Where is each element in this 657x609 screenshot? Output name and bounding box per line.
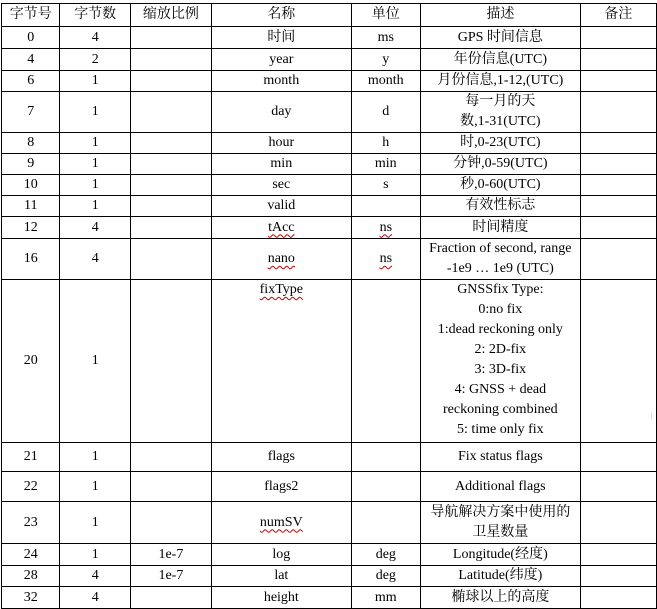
offset-text: 0 <box>27 29 35 45</box>
offset-text: 6 <box>27 73 35 88</box>
cell-desc <box>420 196 580 217</box>
name-text: hour <box>268 135 295 150</box>
cell-scale <box>130 196 211 217</box>
cell-scale <box>130 27 211 49</box>
cell-name <box>211 196 351 217</box>
unit-text: y <box>382 51 390 67</box>
cell-note <box>580 566 656 587</box>
size-text: 1 <box>91 104 99 119</box>
desc-line: Longitude(经度) <box>452 546 548 562</box>
offset-text: 10 <box>23 177 38 192</box>
cell-desc <box>420 27 580 49</box>
cell-name <box>211 280 351 443</box>
cell-scale <box>130 49 211 71</box>
offset-text: 28 <box>23 568 38 583</box>
name-text: min <box>270 156 293 171</box>
cell-name <box>211 27 351 49</box>
offset-text: 32 <box>23 589 38 605</box>
cell-unit <box>351 544 420 566</box>
cell-scale <box>130 133 211 154</box>
header-unit: 单位 <box>351 4 420 27</box>
cell-size <box>60 443 131 472</box>
cell-unit <box>351 154 420 175</box>
size-text: 4 <box>91 589 99 605</box>
size-text: 1 <box>91 514 99 530</box>
desc-line: 0:no fix <box>478 302 523 317</box>
desc-line: 数,1-31(UTC) <box>460 114 541 129</box>
cell-note <box>580 71 656 92</box>
cell-offset <box>2 239 60 280</box>
cell-note <box>580 217 656 239</box>
edge-marker: ⁝ <box>650 412 653 421</box>
table-row <box>2 239 657 280</box>
cell-scale <box>130 544 211 566</box>
offset-text: 23 <box>23 514 38 530</box>
cell-note <box>580 49 656 71</box>
offset-text: 20 <box>23 353 38 368</box>
size-text: 1 <box>91 135 99 150</box>
cell-name <box>211 443 351 472</box>
cell-name <box>211 217 351 239</box>
cell-offset <box>2 92 60 133</box>
cell-desc <box>420 133 580 154</box>
size-text: 1 <box>91 546 99 562</box>
desc-line: 4: GNSS + dead <box>454 382 547 397</box>
name-text: tAcc <box>268 219 295 235</box>
offset-text: 11 <box>23 198 38 213</box>
header-offset: 字节号 <box>2 4 60 27</box>
table-row <box>2 587 657 609</box>
desc-line: 时,0-23(UTC) <box>460 135 541 150</box>
cell-scale <box>130 239 211 280</box>
size-text: 1 <box>91 73 99 88</box>
name-text: flags2 <box>264 478 299 494</box>
table-row <box>2 92 657 133</box>
scale-text: 1e-7 <box>158 546 184 562</box>
offset-text: 8 <box>27 135 35 150</box>
cell-scale <box>130 154 211 175</box>
cell-offset <box>2 502 60 544</box>
cell-name <box>211 92 351 133</box>
cell-desc <box>420 49 580 71</box>
desc-line: Fraction of second, range <box>429 241 572 256</box>
cell-desc <box>420 566 580 587</box>
cell-desc <box>420 544 580 566</box>
name-text: sec <box>272 177 291 192</box>
cell-size <box>60 587 131 609</box>
cell-unit <box>351 27 420 49</box>
cell-note <box>580 92 656 133</box>
cell-note <box>580 544 656 566</box>
cell-unit <box>351 133 420 154</box>
size-text: 1 <box>91 478 99 494</box>
table-row <box>2 196 657 217</box>
cell-size <box>60 175 131 196</box>
name-text: log <box>272 546 291 562</box>
header-row <box>2 4 657 27</box>
cell-unit <box>351 217 420 239</box>
cell-scale <box>130 587 211 609</box>
cell-note <box>580 280 656 443</box>
cell-size <box>60 196 131 217</box>
cell-offset <box>2 196 60 217</box>
desc-line: 有效性标志 <box>465 198 536 213</box>
name-text: nano <box>267 251 295 266</box>
desc-line: 月份信息,1-12,(UTC) <box>437 73 564 88</box>
cell-note <box>580 196 656 217</box>
cell-name <box>211 502 351 544</box>
cell-note <box>580 133 656 154</box>
cell-desc <box>420 587 580 609</box>
cell-note <box>580 502 656 544</box>
size-text: 1 <box>91 449 99 464</box>
table-row <box>2 443 657 472</box>
cell-name <box>211 71 351 92</box>
cell-unit <box>351 472 420 502</box>
cell-desc <box>420 280 580 443</box>
name-text: year <box>269 51 294 67</box>
desc-line: 时间精度 <box>472 219 529 235</box>
cell-unit <box>351 196 420 217</box>
size-text: 1 <box>91 156 99 171</box>
unit-text: h <box>382 135 390 150</box>
header-size: 字节数 <box>60 4 131 27</box>
name-text: lat <box>274 568 289 583</box>
desc-line: -1e9 … 1e9 (UTC) <box>446 261 554 276</box>
unit-text: ns <box>379 219 393 235</box>
table-row <box>2 175 657 196</box>
cell-size <box>60 27 131 49</box>
header-desc: 描述 <box>420 4 580 27</box>
desc-line: 椭球以上的高度 <box>451 589 550 605</box>
offset-text: 24 <box>23 546 38 562</box>
size-text: 1 <box>91 198 99 213</box>
name-text: height <box>263 589 299 605</box>
cell-unit <box>351 280 420 443</box>
cell-note <box>580 175 656 196</box>
table-row <box>2 280 657 443</box>
offset-text: 12 <box>23 219 38 235</box>
unit-text: min <box>374 156 397 171</box>
cell-offset <box>2 472 60 502</box>
cell-size <box>60 472 131 502</box>
cell-offset <box>2 587 60 609</box>
desc-line: 3: 3D-fix <box>474 362 527 377</box>
cell-size <box>60 49 131 71</box>
table-body <box>2 27 657 609</box>
desc-line: reckoning combined <box>442 402 558 417</box>
cell-name <box>211 239 351 280</box>
cell-desc <box>420 217 580 239</box>
cell-offset <box>2 217 60 239</box>
cell-size <box>60 71 131 92</box>
size-text: 2 <box>91 51 99 67</box>
unit-text: d <box>382 104 390 119</box>
header-note: 备注 <box>580 4 656 27</box>
cell-size <box>60 154 131 175</box>
cell-scale <box>130 472 211 502</box>
scale-text: 1e-7 <box>158 568 184 583</box>
name-text: valid <box>267 198 296 213</box>
cell-scale <box>130 175 211 196</box>
cell-desc <box>420 71 580 92</box>
cell-offset <box>2 544 60 566</box>
desc-line: 导航解决方案中使用的 <box>430 504 571 520</box>
size-text: 4 <box>91 568 99 583</box>
offset-text: 22 <box>23 478 38 494</box>
cell-offset <box>2 71 60 92</box>
cell-offset <box>2 27 60 49</box>
cell-desc <box>420 239 580 280</box>
cell-scale <box>130 217 211 239</box>
cell-offset <box>2 154 60 175</box>
unit-text: s <box>383 177 389 192</box>
unit-text: deg <box>375 546 396 562</box>
cell-note <box>580 239 656 280</box>
cell-desc <box>420 92 580 133</box>
cell-size <box>60 566 131 587</box>
cell-name <box>211 154 351 175</box>
unit-text: mm <box>374 589 397 605</box>
cell-desc <box>420 175 580 196</box>
name-text: flags <box>267 449 295 464</box>
cell-size <box>60 217 131 239</box>
name-text: fixType <box>259 282 303 297</box>
cell-offset <box>2 49 60 71</box>
cell-offset <box>2 175 60 196</box>
cell-note <box>580 154 656 175</box>
table-row <box>2 133 657 154</box>
offset-text: 9 <box>27 156 35 171</box>
name-text: month <box>263 73 300 88</box>
cell-name <box>211 566 351 587</box>
desc-line: 1:dead reckoning only <box>437 322 563 337</box>
cell-note <box>580 443 656 472</box>
table-row <box>2 154 657 175</box>
cell-note <box>580 472 656 502</box>
cell-scale <box>130 280 211 443</box>
cell-unit <box>351 175 420 196</box>
cell-unit <box>351 239 420 280</box>
cell-unit <box>351 443 420 472</box>
cell-desc <box>420 472 580 502</box>
offset-text: 4 <box>27 51 35 67</box>
table-row <box>2 217 657 239</box>
desc-line: 5: time only fix <box>456 422 544 437</box>
cell-scale <box>130 566 211 587</box>
desc-line: 每一月的天 <box>465 94 536 109</box>
desc-line: 2: 2D-fix <box>474 342 527 357</box>
field-table <box>1 3 657 609</box>
size-text: 4 <box>91 219 99 235</box>
cell-name <box>211 49 351 71</box>
cell-size <box>60 92 131 133</box>
desc-line: Latitude(纬度) <box>458 568 543 583</box>
cell-name <box>211 587 351 609</box>
desc-line: 年份信息(UTC) <box>453 51 547 67</box>
cell-size <box>60 280 131 443</box>
offset-text: 7 <box>27 104 35 119</box>
cell-name <box>211 133 351 154</box>
desc-line: Fix status flags <box>457 449 543 464</box>
cell-scale <box>130 443 211 472</box>
table-row <box>2 27 657 49</box>
cell-name <box>211 472 351 502</box>
cell-scale <box>130 92 211 133</box>
cell-offset <box>2 443 60 472</box>
table-row <box>2 544 657 566</box>
size-text: 4 <box>91 29 99 45</box>
cell-size <box>60 133 131 154</box>
table-row <box>2 49 657 71</box>
desc-line: GNSSfix Type: <box>457 282 544 297</box>
cell-scale <box>130 502 211 544</box>
desc-line: Additional flags <box>455 478 546 494</box>
name-text: 时间 <box>267 29 296 45</box>
cell-unit <box>351 566 420 587</box>
cell-desc <box>420 154 580 175</box>
unit-text: month <box>367 73 404 88</box>
header-name: 名称 <box>211 4 351 27</box>
cell-size <box>60 239 131 280</box>
table-row <box>2 502 657 544</box>
cell-unit <box>351 587 420 609</box>
cell-unit <box>351 49 420 71</box>
desc-line: 卫星数量 <box>472 524 529 540</box>
cell-scale <box>130 71 211 92</box>
desc-line: 秒,0-60(UTC) <box>460 177 541 192</box>
cell-name <box>211 544 351 566</box>
table-row <box>2 71 657 92</box>
desc-line: GPS 时间信息 <box>457 29 543 45</box>
unit-text: deg <box>375 568 396 583</box>
name-text: numSV <box>259 514 303 530</box>
cell-note <box>580 587 656 609</box>
cell-note <box>580 27 656 49</box>
name-text: day <box>271 104 292 119</box>
offset-text: 21 <box>23 449 38 464</box>
cell-unit <box>351 92 420 133</box>
cell-desc <box>420 502 580 544</box>
size-text: 1 <box>91 177 99 192</box>
cell-offset <box>2 566 60 587</box>
cell-unit <box>351 71 420 92</box>
unit-text: ns <box>379 251 393 266</box>
cell-size <box>60 502 131 544</box>
cell-name <box>211 175 351 196</box>
cell-offset <box>2 280 60 443</box>
header-scale: 缩放比例 <box>130 4 211 27</box>
cell-size <box>60 544 131 566</box>
cell-offset <box>2 133 60 154</box>
table-row <box>2 472 657 502</box>
offset-text: 16 <box>23 251 38 266</box>
size-text: 1 <box>91 353 99 368</box>
table-row <box>2 566 657 587</box>
cell-unit <box>351 502 420 544</box>
size-text: 4 <box>91 251 99 266</box>
unit-text: ms <box>377 29 394 45</box>
cell-desc <box>420 443 580 472</box>
desc-line: 分钟,0-59(UTC) <box>453 156 548 171</box>
